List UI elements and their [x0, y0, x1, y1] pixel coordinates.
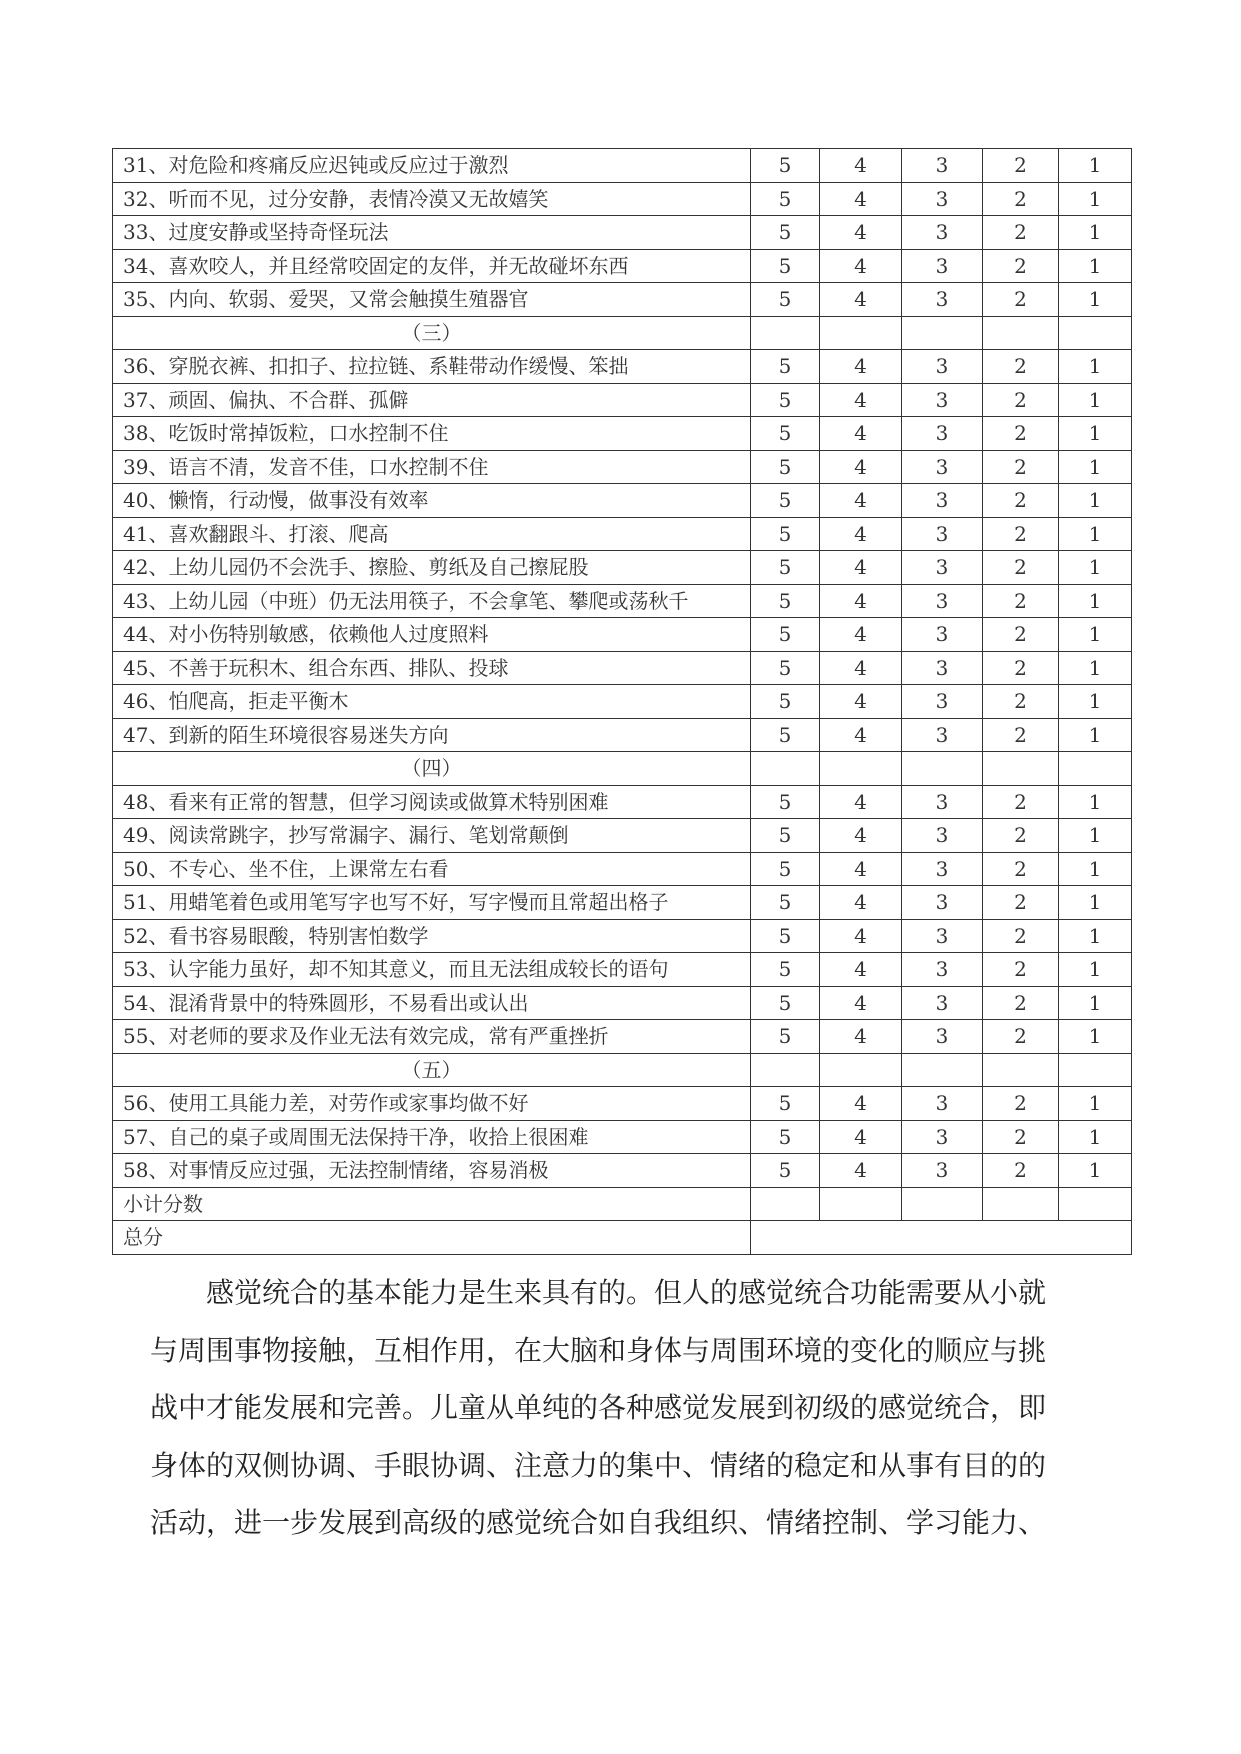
score-cell: 3: [902, 551, 983, 585]
score-cell: 5: [751, 350, 820, 384]
empty-score-cell: [751, 752, 820, 786]
score-cell: 4: [820, 1087, 902, 1121]
score-cell: 3: [902, 852, 983, 886]
score-cell: 1: [1059, 1154, 1132, 1188]
score-cell: 3: [902, 785, 983, 819]
score-cell: 3: [902, 450, 983, 484]
body-paragraph: [150, 1264, 1090, 1552]
table-row: [113, 450, 1132, 484]
paragraph-line: 与周围事物接触，互相作用，在大脑和身体与周围环境的变化的顺应与挑: [150, 1333, 1047, 1367]
score-cell: 3: [902, 182, 983, 216]
score-cell: 4: [820, 618, 902, 652]
item-label: 31、对危险和疼痛反应迟钝或反应过于激烈: [113, 149, 751, 183]
paragraph-line: 身体的双侧协调、手眼协调、注意力的集中、情绪的稳定和从事有目的的: [150, 1448, 1047, 1482]
score-cell: 1: [1059, 986, 1132, 1020]
score-cell: 4: [820, 852, 902, 886]
empty-score-cell: [902, 316, 983, 350]
score-cell: 1: [1059, 852, 1132, 886]
score-cell: 2: [983, 718, 1059, 752]
item-label: 55、对老师的要求及作业无法有效完成，常有严重挫折: [113, 1020, 751, 1054]
score-cell: 5: [751, 886, 820, 920]
score-cell: 4: [820, 517, 902, 551]
score-cell: 4: [820, 383, 902, 417]
score-cell: 1: [1059, 819, 1132, 853]
score-cell: 1: [1059, 584, 1132, 618]
empty-score-cell: [1059, 752, 1132, 786]
score-cell: 5: [751, 953, 820, 987]
item-label: 38、吃饭时常掉饭粒，口水控制不住: [113, 417, 751, 451]
item-label: 49、阅读常跳字，抄写常漏字、漏行、笔划常颠倒: [113, 819, 751, 853]
score-cell: 2: [983, 986, 1059, 1020]
subtotal-label: 小计分数: [113, 1187, 751, 1221]
score-cell: 2: [983, 249, 1059, 283]
item-label: 45、不善于玩积木、组合东西、排队、投球: [113, 651, 751, 685]
table-row: [113, 1154, 1132, 1188]
score-cell: 5: [751, 785, 820, 819]
score-cell: 5: [751, 149, 820, 183]
table-row: [113, 182, 1132, 216]
score-cell: 2: [983, 149, 1059, 183]
score-cell: 1: [1059, 685, 1132, 719]
score-cell: 4: [820, 886, 902, 920]
score-cell: 3: [902, 819, 983, 853]
table-row: [113, 919, 1132, 953]
score-cell: 1: [1059, 417, 1132, 451]
score-cell: 5: [751, 551, 820, 585]
score-cell: 2: [983, 383, 1059, 417]
table-row: [113, 1087, 1132, 1121]
table-row: [113, 517, 1132, 551]
score-cell: 4: [820, 350, 902, 384]
table-row: [113, 1120, 1132, 1154]
score-cell: 4: [820, 1020, 902, 1054]
subtotal-row: [113, 1187, 1132, 1221]
empty-score-cell: [902, 752, 983, 786]
item-label: 52、看书容易眼酸，特别害怕数学: [113, 919, 751, 953]
section-heading: （四）: [113, 752, 751, 786]
table-row: [113, 819, 1132, 853]
score-cell: 5: [751, 383, 820, 417]
score-cell: 4: [820, 919, 902, 953]
subtotal-cell: [902, 1187, 983, 1221]
score-cell: 4: [820, 283, 902, 317]
item-label: 57、自己的桌子或周围无法保持干净，收拾上很困难: [113, 1120, 751, 1154]
total-label: 总分: [113, 1221, 751, 1255]
empty-score-cell: [820, 1053, 902, 1087]
section-heading: （三）: [113, 316, 751, 350]
empty-score-cell: [751, 316, 820, 350]
score-cell: 2: [983, 283, 1059, 317]
item-label: 56、使用工具能力差，对劳作或家事均做不好: [113, 1087, 751, 1121]
score-cell: 1: [1059, 718, 1132, 752]
subtotal-cell: [1059, 1187, 1132, 1221]
subtotal-cell: [751, 1187, 820, 1221]
score-cell: 1: [1059, 283, 1132, 317]
score-cell: 3: [902, 1020, 983, 1054]
table-row: [113, 484, 1132, 518]
score-cell: 2: [983, 1154, 1059, 1188]
score-cell: 3: [902, 517, 983, 551]
score-cell: 1: [1059, 450, 1132, 484]
score-cell: 3: [902, 417, 983, 451]
table-row: [113, 651, 1132, 685]
table-row: [113, 551, 1132, 585]
score-cell: 1: [1059, 1020, 1132, 1054]
total-row: [113, 1221, 1132, 1255]
subtotal-cell: [820, 1187, 902, 1221]
item-label: 41、喜欢翻跟斗、打滚、爬高: [113, 517, 751, 551]
score-cell: 4: [820, 651, 902, 685]
item-label: 42、上幼儿园仍不会洗手、擦脸、剪纸及自己擦屁股: [113, 551, 751, 585]
table-row: [113, 584, 1132, 618]
table-row: [113, 852, 1132, 886]
score-cell: 3: [902, 1087, 983, 1121]
score-cell: 3: [902, 685, 983, 719]
item-label: 37、顽固、偏执、不合群、孤僻: [113, 383, 751, 417]
subtotal-cell: [983, 1187, 1059, 1221]
score-cell: 1: [1059, 1120, 1132, 1154]
score-cell: 1: [1059, 886, 1132, 920]
table-row: [113, 1020, 1132, 1054]
score-cell: 2: [983, 785, 1059, 819]
score-cell: 2: [983, 350, 1059, 384]
item-label: 43、上幼儿园（中班）仍无法用筷子，不会拿笔、攀爬或荡秋千: [113, 584, 751, 618]
section-heading: （五）: [113, 1053, 751, 1087]
score-cell: 5: [751, 517, 820, 551]
score-cell: 3: [902, 651, 983, 685]
score-cell: 3: [902, 584, 983, 618]
score-cell: 5: [751, 986, 820, 1020]
item-label: 48、看来有正常的智慧，但学习阅读或做算术特别困难: [113, 785, 751, 819]
table-row: [113, 618, 1132, 652]
score-cell: 4: [820, 785, 902, 819]
empty-score-cell: [751, 1053, 820, 1087]
table-row: [113, 350, 1132, 384]
score-cell: 2: [983, 182, 1059, 216]
score-cell: 1: [1059, 618, 1132, 652]
score-cell: 1: [1059, 350, 1132, 384]
score-cell: 4: [820, 249, 902, 283]
score-cell: 4: [820, 149, 902, 183]
score-cell: 2: [983, 484, 1059, 518]
score-cell: 5: [751, 1120, 820, 1154]
score-cell: 1: [1059, 484, 1132, 518]
score-cell: 3: [902, 919, 983, 953]
total-cell: [751, 1221, 1132, 1255]
section-row: [113, 752, 1132, 786]
score-cell: 3: [902, 886, 983, 920]
score-cell: 5: [751, 584, 820, 618]
score-cell: 5: [751, 216, 820, 250]
section-row: [113, 1053, 1132, 1087]
score-cell: 2: [983, 1020, 1059, 1054]
score-cell: 4: [820, 986, 902, 1020]
score-cell: 5: [751, 182, 820, 216]
item-label: 53、认字能力虽好，却不知其意义，而且无法组成较长的语句: [113, 953, 751, 987]
item-label: 44、对小伤特别敏感，依赖他人过度照料: [113, 618, 751, 652]
item-label: 46、怕爬高，拒走平衡木: [113, 685, 751, 719]
score-cell: 2: [983, 685, 1059, 719]
empty-score-cell: [820, 752, 902, 786]
score-cell: 5: [751, 618, 820, 652]
item-label: 54、混淆背景中的特殊圆形，不易看出或认出: [113, 986, 751, 1020]
score-cell: 3: [902, 216, 983, 250]
item-label: 35、内向、软弱、爱哭，又常会触摸生殖器官: [113, 283, 751, 317]
score-cell: 4: [820, 182, 902, 216]
score-cell: 5: [751, 685, 820, 719]
score-cell: 1: [1059, 517, 1132, 551]
score-cell: 5: [751, 283, 820, 317]
score-cell: 5: [751, 1087, 820, 1121]
score-cell: 3: [902, 350, 983, 384]
score-cell: 4: [820, 584, 902, 618]
table-row: [113, 886, 1132, 920]
score-cell: 1: [1059, 383, 1132, 417]
score-cell: 1: [1059, 149, 1132, 183]
score-cell: 2: [983, 618, 1059, 652]
item-label: 47、到新的陌生环境很容易迷失方向: [113, 718, 751, 752]
score-cell: 3: [902, 986, 983, 1020]
item-label: 32、听而不见，过分安静，表情冷漠又无故嬉笑: [113, 182, 751, 216]
table-row: [113, 383, 1132, 417]
score-cell: 4: [820, 417, 902, 451]
score-cell: 2: [983, 517, 1059, 551]
score-cell: 1: [1059, 953, 1132, 987]
empty-score-cell: [983, 316, 1059, 350]
empty-score-cell: [820, 316, 902, 350]
table-row: [113, 149, 1132, 183]
table-row: [113, 417, 1132, 451]
score-cell: 3: [902, 953, 983, 987]
score-cell: 1: [1059, 249, 1132, 283]
table-row: [113, 953, 1132, 987]
score-cell: 3: [902, 383, 983, 417]
item-label: 51、用蜡笔着色或用笔写字也写不好，写字慢而且常超出格子: [113, 886, 751, 920]
item-label: 39、语言不清，发音不佳，口水控制不住: [113, 450, 751, 484]
score-cell: 4: [820, 718, 902, 752]
score-cell: 1: [1059, 785, 1132, 819]
score-cell: 5: [751, 1020, 820, 1054]
score-cell: 1: [1059, 651, 1132, 685]
score-cell: 3: [902, 618, 983, 652]
score-cell: 3: [902, 718, 983, 752]
score-cell: 4: [820, 216, 902, 250]
table-row: [113, 249, 1132, 283]
score-cell: 1: [1059, 216, 1132, 250]
score-cell: 2: [983, 852, 1059, 886]
table-row: [113, 216, 1132, 250]
score-cell: 5: [751, 919, 820, 953]
score-cell: 4: [820, 1120, 902, 1154]
score-cell: 2: [983, 584, 1059, 618]
score-cell: 1: [1059, 1087, 1132, 1121]
table-row: [113, 685, 1132, 719]
score-cell: 3: [902, 283, 983, 317]
score-cell: 5: [751, 852, 820, 886]
score-cell: 4: [820, 484, 902, 518]
section-row: [113, 316, 1132, 350]
score-cell: 3: [902, 1154, 983, 1188]
score-cell: 2: [983, 551, 1059, 585]
score-cell: 1: [1059, 919, 1132, 953]
empty-score-cell: [1059, 316, 1132, 350]
score-cell: 4: [820, 953, 902, 987]
table-row: [113, 718, 1132, 752]
score-cell: 1: [1059, 182, 1132, 216]
score-cell: 3: [902, 149, 983, 183]
score-cell: 3: [902, 484, 983, 518]
item-label: 34、喜欢咬人，并且经常咬固定的友伴，并无故碰坏东西: [113, 249, 751, 283]
item-label: 58、对事情反应过强，无法控制情绪，容易消极: [113, 1154, 751, 1188]
score-cell: 2: [983, 651, 1059, 685]
score-cell: 5: [751, 718, 820, 752]
score-cell: 2: [983, 1087, 1059, 1121]
item-label: 50、不专心、坐不住，上课常左右看: [113, 852, 751, 886]
item-label: 36、穿脱衣裤、扣扣子、拉拉链、系鞋带动作缓慢、笨拙: [113, 350, 751, 384]
score-cell: 2: [983, 216, 1059, 250]
score-cell: 2: [983, 886, 1059, 920]
score-cell: 4: [820, 551, 902, 585]
paragraph-line: 战中才能发展和完善。儿童从单纯的各种感觉发展到初级的感觉统合，即: [150, 1391, 1047, 1425]
score-cell: 3: [902, 1120, 983, 1154]
item-label: 33、过度安静或坚持奇怪玩法: [113, 216, 751, 250]
score-cell: 4: [820, 1154, 902, 1188]
table-row: [113, 986, 1132, 1020]
paragraph-line: 感觉统合的基本能力是生来具有的。但人的感觉统合功能需要从小就: [206, 1276, 1047, 1309]
empty-score-cell: [983, 1053, 1059, 1087]
score-cell: 5: [751, 651, 820, 685]
score-cell: 4: [820, 450, 902, 484]
score-cell: 3: [902, 249, 983, 283]
score-cell: 5: [751, 450, 820, 484]
score-cell: 4: [820, 819, 902, 853]
paragraph-line: 活动，进一步发展到高级的感觉统合如自我组织、情绪控制、学习能力、: [150, 1506, 1047, 1540]
empty-score-cell: [1059, 1053, 1132, 1087]
sensory-integration-scale-table: [112, 148, 1132, 1255]
score-cell: 4: [820, 685, 902, 719]
score-cell: 2: [983, 819, 1059, 853]
score-cell: 5: [751, 484, 820, 518]
score-cell: 2: [983, 919, 1059, 953]
score-cell: 5: [751, 819, 820, 853]
score-cell: 2: [983, 450, 1059, 484]
empty-score-cell: [902, 1053, 983, 1087]
score-cell: 1: [1059, 551, 1132, 585]
score-cell: 5: [751, 417, 820, 451]
score-cell: 5: [751, 1154, 820, 1188]
score-cell: 2: [983, 417, 1059, 451]
score-cell: 2: [983, 1120, 1059, 1154]
score-cell: 2: [983, 953, 1059, 987]
score-cell: 5: [751, 249, 820, 283]
table-row: [113, 283, 1132, 317]
empty-score-cell: [983, 752, 1059, 786]
item-label: 40、懒惰，行动慢，做事没有效率: [113, 484, 751, 518]
table-row: [113, 785, 1132, 819]
